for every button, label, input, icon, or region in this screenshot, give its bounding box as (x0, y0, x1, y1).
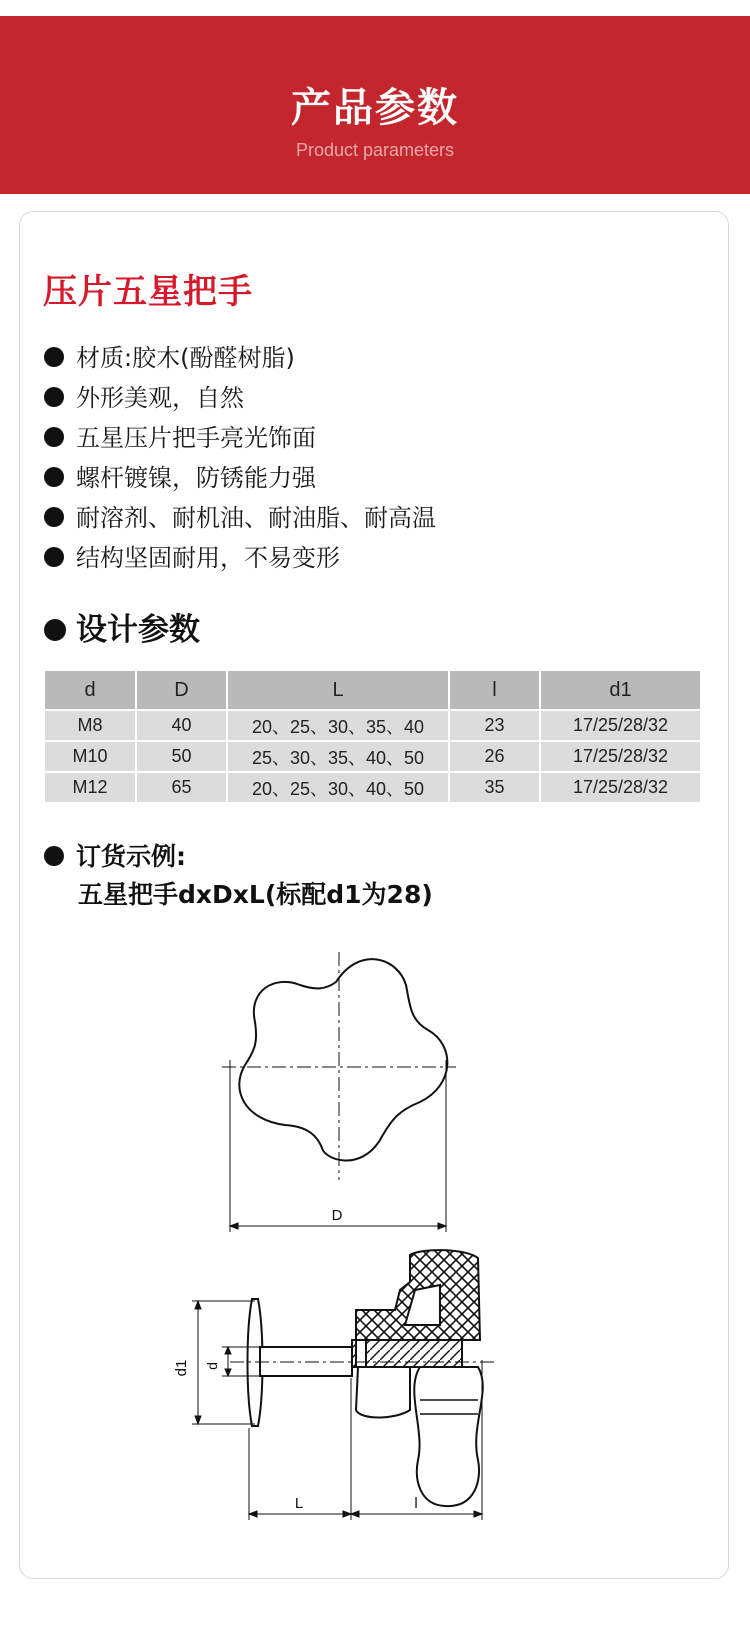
centerlines-top (222, 952, 456, 1180)
feature-item: 螺杆镀镍，防锈能力强 (44, 458, 316, 493)
feature-item: 材质:胶木(酚醛树脂) (44, 338, 295, 373)
knob-side-view (248, 1250, 483, 1506)
cell: M8 (45, 710, 136, 741)
cell: 17/25/28/32 (540, 772, 700, 802)
col-header-D: D (136, 671, 227, 710)
cell: 17/25/28/32 (540, 710, 700, 741)
knob-top-view (239, 959, 447, 1160)
cell: 26 (449, 741, 540, 772)
col-header-d: d (45, 671, 136, 710)
feature-item: 五星压片把手亮光饰面 (44, 418, 316, 453)
order-example-text: 五星把手dxDxL(标配d1为28) (78, 880, 433, 909)
feature-item: 耐溶剂、耐机油、耐油脂、耐高温 (44, 498, 436, 533)
product-title: 压片五星把手 (43, 272, 253, 312)
label-d: d (204, 1362, 220, 1370)
cell: 50 (136, 741, 227, 772)
cell: 17/25/28/32 (540, 741, 700, 772)
order-heading: 订货示例: (76, 842, 186, 871)
cell: 35 (449, 772, 540, 802)
label-D: D (331, 1207, 343, 1224)
page-subtitle: Product parameters (295, 140, 455, 160)
cell: M10 (45, 741, 136, 772)
feature-item: 结构坚固耐用，不易变形 (44, 538, 340, 573)
page-title: 产品参数 (291, 85, 459, 131)
cell: 20、25、30、35、40 (227, 710, 449, 741)
col-header-l: l (449, 671, 540, 710)
cell: 65 (136, 772, 227, 802)
label-l: l (414, 1495, 418, 1512)
cell: M12 (45, 772, 136, 802)
col-header-L: L (227, 671, 449, 710)
cell: 23 (449, 710, 540, 741)
col-header-d1: d1 (540, 671, 700, 710)
cell: 20、25、30、40、50 (227, 772, 449, 802)
cell: 40 (136, 710, 227, 741)
design-params-heading: 设计参数 (44, 604, 200, 649)
feature-item: 外形美观，自然 (44, 378, 244, 413)
label-d1: d1 (173, 1359, 190, 1377)
label-L: L (294, 1495, 304, 1512)
cell: 25、30、35、40、50 (227, 741, 449, 772)
